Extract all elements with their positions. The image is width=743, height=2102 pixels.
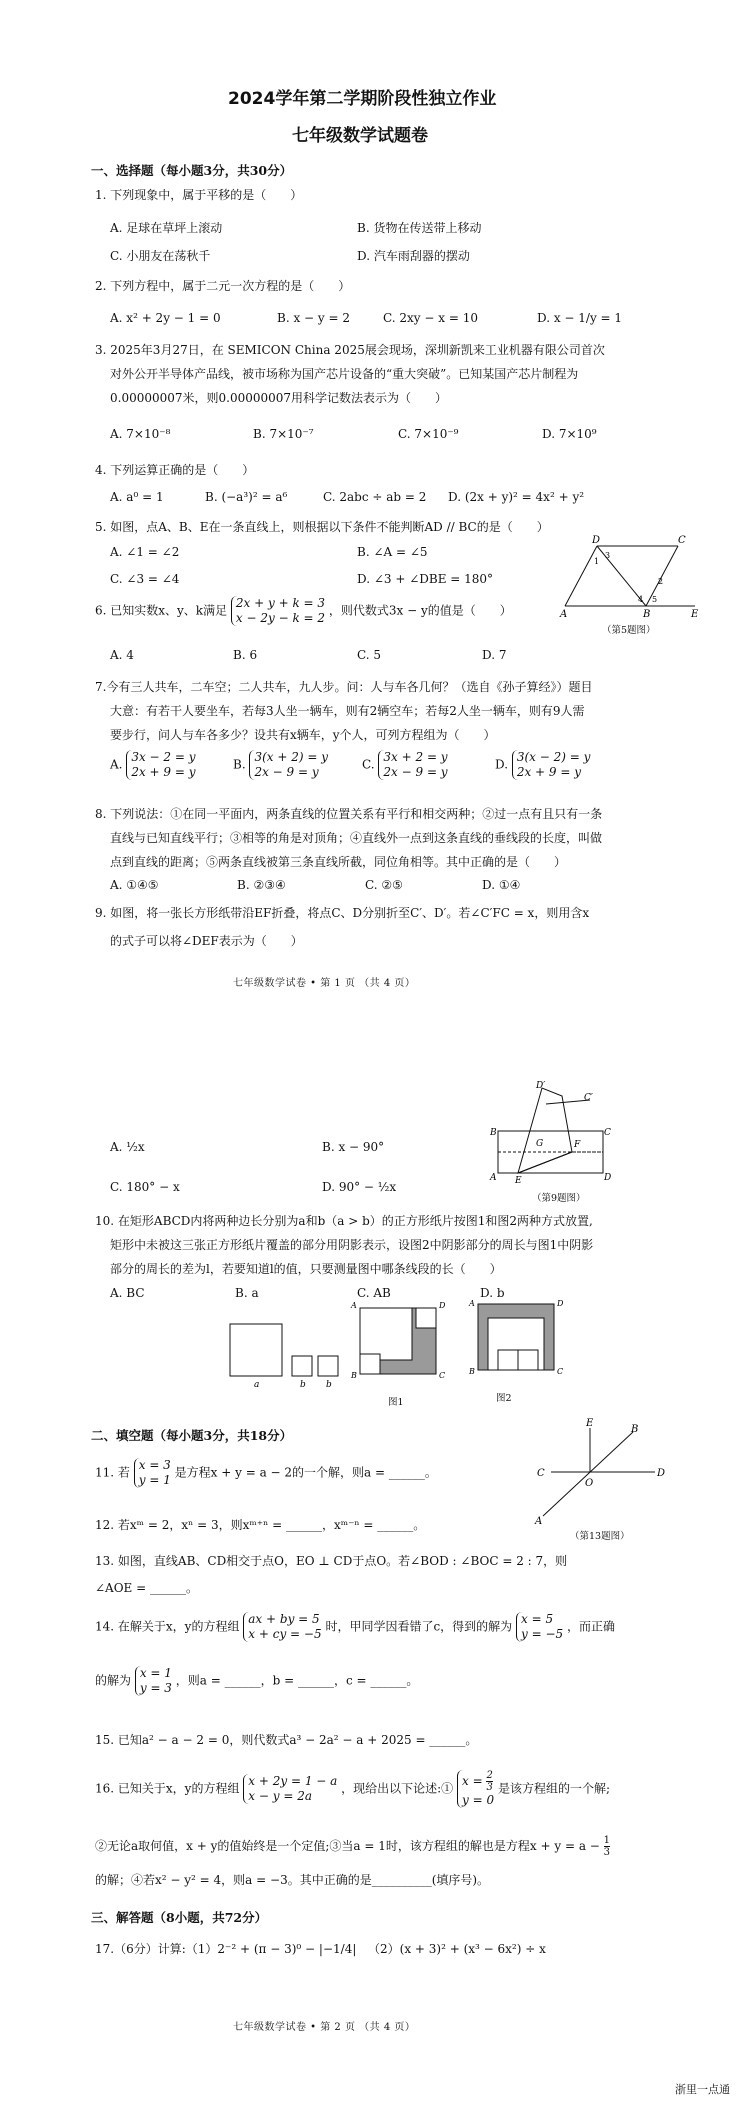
q8-line-2: 直线与已知直线平行；③相等的角是对顶角；④直线外一点到这条直线的垂线段的长度，叫做: [110, 831, 603, 845]
q10-line-2: 矩形中未被这三张正方形纸片覆盖的部分用阴影表示，设图2中阴影部分的周长与图1中阴影: [110, 1238, 594, 1252]
q2-option-b[interactable]: B. x − y = 2: [277, 311, 350, 325]
q13-label-e: E: [586, 1418, 594, 1429]
q8-line-1: 8. 下列说法：①在同一平面内，两条直线的位置关系有平行和相交两种；②过一点有且只有一条: [95, 807, 603, 821]
q3-option-b[interactable]: B. 7×10⁻⁷: [253, 427, 314, 441]
q7-option-c[interactable]: [362, 750, 448, 780]
q4-option-b[interactable]: B. (−a³)² = a⁶: [205, 490, 288, 504]
q14-system: [243, 1612, 321, 1642]
q5-option-b[interactable]: B. ∠A = ∠5: [357, 545, 428, 559]
section-choice-title: 一、选择题（每小题3分，共30分）: [91, 163, 293, 178]
q3-option-c[interactable]: C. 7×10⁻⁹: [398, 427, 459, 441]
q13-caption: （第13题图）: [570, 1531, 630, 1542]
q7-option-b-eq-1: 3(x + 2) = y: [254, 750, 329, 764]
page-subtitle: 七年级数学试题卷: [292, 126, 428, 146]
q14-true-sol-1: x = 1: [139, 1666, 172, 1680]
q17-part-1: 17.（6分）计算:（1）2⁻² + (π − 3)⁰ − |−1/4|: [95, 1942, 357, 1956]
q13-label-o: O: [585, 1478, 594, 1489]
q9-option-d[interactable]: D. 90° − ½x: [322, 1180, 397, 1194]
q9-option-c[interactable]: C. 180° − x: [110, 1180, 180, 1194]
q9-label-d: D: [604, 1173, 612, 1183]
q7-option-d[interactable]: [495, 750, 590, 780]
q9-label-c: C: [604, 1128, 611, 1138]
q2-stem: 2. 下列方程中，属于二元一次方程的是（ ）: [95, 279, 351, 293]
q16-line2-frac-den: 3: [603, 1847, 611, 1858]
q11-pre: 11. 若: [95, 1465, 130, 1480]
q9-label-d-prime: D′: [536, 1081, 546, 1091]
q9-option-a[interactable]: A. ½x: [110, 1140, 145, 1154]
q7-option-a-label: A.: [110, 757, 123, 772]
q14-mid: 时，甲同学因看错了c，得到的解为: [325, 1619, 513, 1634]
q10-line-1: 10. 在矩形ABCD内将两种边长分别为a和b（a > b）的正方形纸片按图1和图2两种方式放置,: [95, 1214, 593, 1228]
q10-fig1-label-c: C: [439, 1371, 446, 1380]
q1-option-a[interactable]: A. 足球在草坪上滚动: [110, 221, 223, 235]
q1-option-b[interactable]: B. 货物在传送带上移动: [357, 221, 482, 235]
q13-label-d: D: [657, 1468, 666, 1479]
q13-line-1: 13. 如图，直线AB、CD相交于点O，EO ⊥ CD于点O。若∠BOD : ∠BOC = 2 : 7，则: [95, 1554, 568, 1568]
q13-line-2: ∠AOE = ______。: [95, 1581, 199, 1595]
q16-sol-x-label: x =: [462, 1774, 487, 1788]
q3-line-1: 3. 2025年3月27日，在 SEMICON China 2025展会现场，深圳新凯来工业机器有限公司首次: [95, 343, 605, 357]
q6-stem: [95, 596, 512, 626]
q5-label-a: A: [560, 609, 568, 620]
q11-system: [134, 1458, 171, 1488]
q13-label-a: A: [535, 1516, 543, 1527]
q9-label-g: G: [536, 1139, 544, 1149]
q16-solution: [457, 1770, 494, 1808]
q10-option-c[interactable]: C. AB: [357, 1286, 391, 1300]
q14-line-2: [95, 1666, 418, 1696]
q6-option-d[interactable]: D. 7: [482, 648, 507, 662]
q6-eq-2: x − 2y − k = 2: [235, 611, 326, 625]
q14-line2-post: ，则a = ______，b = ______，c = ______。: [175, 1673, 419, 1688]
q7-option-d-eq-1: 3(x − 2) = y: [516, 750, 591, 764]
q3-option-a[interactable]: A. 7×10⁻⁸: [110, 427, 171, 441]
q14-line-1: [95, 1612, 615, 1642]
q16-mid: ，现给出以下论述:①: [341, 1781, 454, 1796]
q5-option-d[interactable]: D. ∠3 + ∠DBE = 180°: [357, 572, 494, 586]
footer-page-1: 七年级数学试卷 • 第 1 页 （共 4 页）: [233, 978, 416, 989]
q6-stem-pre: 6. 已知实数x、y、k满足: [95, 603, 228, 618]
q5-label-d: D: [592, 535, 601, 546]
section-fill-title: 二、填空题（每小题3分，共18分）: [91, 1428, 293, 1443]
q5-label-1: 1: [594, 557, 600, 566]
q14-system-3: [135, 1666, 172, 1696]
q5-label-4: 4: [638, 595, 644, 604]
q14-true-sol-2: y = 3: [139, 1681, 172, 1695]
q5-stem: 5. 如图，点A、B、E在一条直线上，则根据以下条件不能判断AD // BC的是（ ）: [95, 520, 549, 534]
q12: 12. 若xᵐ = 2，xⁿ = 3，则xᵐ⁺ⁿ = ______，xᵐ⁻ⁿ = ______。: [95, 1518, 426, 1532]
q16-line-1: [95, 1770, 610, 1808]
q10-fig1-label-a: A: [351, 1301, 357, 1310]
q7-line-3: 要步行，问人与车各多少？设共有x辆车，y个人，可列方程组为（ ）: [110, 728, 496, 742]
q13-label-b: B: [631, 1424, 639, 1435]
q16-sol-x: [462, 1770, 494, 1793]
q14-eq-2: x + cy = −5: [248, 1627, 322, 1641]
q1-option-d[interactable]: D. 汽车雨刮器的摆动: [357, 249, 470, 263]
q6-option-a[interactable]: A. 4: [110, 648, 134, 662]
q10-fig2-label-a: A: [469, 1299, 475, 1308]
q10-fig2-label-c: C: [557, 1367, 564, 1376]
q9-caption: （第9题图）: [532, 1193, 586, 1204]
q14-eq-1: ax + by = 5: [248, 1612, 320, 1626]
q11-eq-1: x = 3: [138, 1458, 171, 1472]
q14-system-2: [516, 1612, 563, 1642]
q10-caption-1: 图1: [388, 1397, 404, 1408]
q6-stem-post: ，则代数式3x − y的值是（ ）: [328, 603, 512, 618]
q5-caption: （第5题图）: [602, 625, 656, 636]
q9-figure: [490, 1081, 615, 1186]
q11: [95, 1458, 437, 1488]
q14-sol-1: x = 5: [521, 1612, 554, 1626]
q15: 15. 已知a² − a − 2 = 0，则代数式a³ − 2a² − a + 2025 = ______。: [95, 1733, 478, 1747]
q7-option-c-label: C.: [362, 757, 375, 772]
q7-option-b-eq-2: 2x − 9 = y: [254, 765, 319, 779]
q3-line-3: 0.00000007米，则0.00000007用科学记数法表示为（ ）: [110, 391, 448, 405]
q14-pre: 14. 在解关于x，y的方程组: [95, 1619, 240, 1634]
q10-option-d[interactable]: D. b: [480, 1286, 505, 1300]
q5-label-5: 5: [652, 595, 658, 604]
q16-line-3: 的解；④若x² − y² = 4，则a = −3。其中正确的是__________(填序号)。: [95, 1873, 490, 1887]
q10-fig1-label-d: D: [439, 1301, 446, 1310]
q7-option-d-label: D.: [495, 757, 509, 772]
q4-stem: 4. 下列运算正确的是（ ）: [95, 463, 255, 477]
q17-part-2: （2）(x + 3)² + (x³ − 6x²) ÷ x: [368, 1942, 546, 1956]
q14-sol-2: y = −5: [521, 1627, 564, 1641]
q4-option-a[interactable]: A. a⁰ = 1: [110, 490, 164, 504]
q16-line2-text: ②无论a取何值，x + y的值始终是一个定值;③当a = 1时，该方程组的解也是方程x + y = a −: [95, 1839, 600, 1853]
q9-label-f: F: [574, 1140, 581, 1150]
q10-label-b1: b: [300, 1380, 306, 1390]
q14-line2-pre: 的解为: [95, 1673, 132, 1688]
q10-fig2-label-b: B: [469, 1367, 475, 1376]
q7-option-b-system: [249, 750, 328, 780]
q11-eq-2: y = 1: [138, 1473, 171, 1487]
q16-pre: 16. 已知关于x，y的方程组: [95, 1781, 240, 1796]
page-title: 2024学年第二学期阶段性独立作业: [228, 89, 497, 109]
q10-line-3: 部分的周长的差为l，若要知道l的值，只要测量图中哪条线段的长（ ）: [110, 1262, 502, 1276]
q5-option-a[interactable]: A. ∠1 = ∠2: [110, 545, 180, 559]
q13-label-c: C: [537, 1468, 545, 1479]
q2-option-d[interactable]: D. x − 1/y = 1: [537, 311, 623, 325]
q9-line-2: 的式子可以将∠DEF表示为（ ）: [110, 934, 303, 948]
q14-post: ，而正确: [566, 1619, 615, 1634]
watermark: 浙里一点通: [675, 2083, 730, 2096]
q2-option-c[interactable]: C. 2xy − x = 10: [383, 311, 478, 325]
q2-option-a[interactable]: A. x² + 2y − 1 = 0: [110, 311, 221, 325]
q11-post: 是方程x + y = a − 2的一个解，则a = ______。: [174, 1465, 437, 1480]
q10-label-b2: b: [326, 1380, 332, 1390]
q7-option-b[interactable]: [233, 750, 328, 780]
q6-option-b[interactable]: B. 6: [233, 648, 258, 662]
q9-option-b[interactable]: B. x − 90°: [322, 1140, 385, 1154]
q16-line2-frac-num: 1: [603, 1835, 611, 1846]
q4-option-c[interactable]: C. 2abc ÷ ab = 2: [323, 490, 427, 504]
q9-label-e: E: [515, 1176, 522, 1186]
q10-option-b[interactable]: B. a: [235, 1286, 259, 1300]
q3-line-2: 对外公开半导体产品线，被市场称为国产芯片设备的“重大突破”。已知某国产芯片制程为: [110, 367, 579, 381]
q5-label-3: 3: [605, 551, 611, 560]
q16-eq-1: x + 2y = 1 − a: [248, 1774, 338, 1788]
q9-label-b: B: [490, 1128, 497, 1138]
q8-option-b[interactable]: B. ②③④: [237, 878, 286, 892]
q7-line-1: 7.今有三人共车，二车空；二人共车，九人步。问：人与车各几何？（选自《孙子算经》）题目: [95, 680, 593, 694]
q6-eq-1: 2x + y + k = 3: [235, 596, 326, 610]
q7-line-2: 大意：有若干人要坐车，若每3人坐一辆车，则有2辆空车；若每2人坐一辆车，则有9人需: [110, 704, 585, 718]
q5-figure: [560, 535, 700, 620]
q6-system: [231, 596, 325, 626]
q8-option-a[interactable]: A. ①④⑤: [110, 878, 159, 892]
q8-option-c[interactable]: C. ②⑤: [365, 878, 403, 892]
q7-option-d-eq-2: 2x + 9 = y: [516, 765, 582, 779]
q5-label-2: 2: [658, 577, 664, 586]
q16-eq-2: x − y = 2a: [248, 1789, 312, 1803]
q10-fig2-label-d: D: [557, 1299, 564, 1308]
q7-option-a[interactable]: [110, 750, 196, 780]
q16-line-2: [95, 1835, 610, 1858]
q10-caption-2: 图2: [496, 1393, 512, 1404]
q5-label-c: C: [678, 535, 686, 546]
q7-option-a-eq-2: 2x + 9 = y: [131, 765, 196, 779]
q7-option-a-eq-1: 3x − 2 = y: [131, 750, 196, 764]
q5-label-e: E: [691, 609, 699, 620]
q5-option-c[interactable]: C. ∠3 = ∠4: [110, 572, 180, 586]
q16-sol-x-num: 2: [486, 1770, 493, 1781]
section-answer-title: 三、解答题（8小题，共72分）: [91, 1910, 268, 1925]
q5-label-b: B: [643, 609, 651, 620]
q16-sol-y: y = 0: [462, 1793, 495, 1807]
q7-option-c-eq-1: 3x + 2 = y: [383, 750, 448, 764]
q16-post: 是该方程组的一个解;: [497, 1781, 610, 1796]
q16-sol-x-fraction: [486, 1770, 492, 1793]
q10-figure: [220, 1300, 565, 1390]
q13-figure: [525, 1418, 665, 1528]
q10-option-a[interactable]: A. BC: [110, 1286, 145, 1300]
footer-page-2: 七年级数学试卷 • 第 2 页 （共 4 页）: [233, 2022, 416, 2033]
q9-label-a: A: [490, 1173, 497, 1183]
q16-system: [243, 1774, 337, 1804]
q16-sol-x-den: 3: [486, 1782, 493, 1793]
q7-option-a-system: [126, 750, 195, 780]
q8-option-d[interactable]: D. ①④: [482, 878, 521, 892]
q1-option-c[interactable]: C. 小朋友在荡秋千: [110, 249, 211, 263]
q7-option-b-label: B.: [233, 757, 246, 772]
q3-option-d[interactable]: D. 7×10⁹: [542, 427, 597, 441]
q10-label-a: a: [254, 1380, 260, 1390]
q8-line-3: 点到直线的距离；⑤两条直线被第三条直线所截，同位角相等。其中正确的是（ ）: [110, 855, 567, 869]
q7-option-d-system: [512, 750, 591, 780]
q9-label-c-prime: C′: [584, 1093, 593, 1103]
q9-line-1: 9. 如图，将一张长方形纸带沿EF折叠，将点C、D分别折至C′、D′。若∠C′FC = x，则用含x: [95, 906, 590, 920]
q7-option-c-eq-2: 2x − 9 = y: [383, 765, 448, 779]
q1-stem: 1. 下列现象中，属于平移的是（ ）: [95, 188, 303, 202]
q7-option-c-system: [378, 750, 447, 780]
q10-fig1-label-b: B: [351, 1371, 357, 1380]
q4-option-d[interactable]: D. (2x + y)² = 4x² + y²: [448, 490, 585, 504]
q6-option-c[interactable]: C. 5: [357, 648, 382, 662]
q16-line2-fraction: [604, 1835, 610, 1858]
